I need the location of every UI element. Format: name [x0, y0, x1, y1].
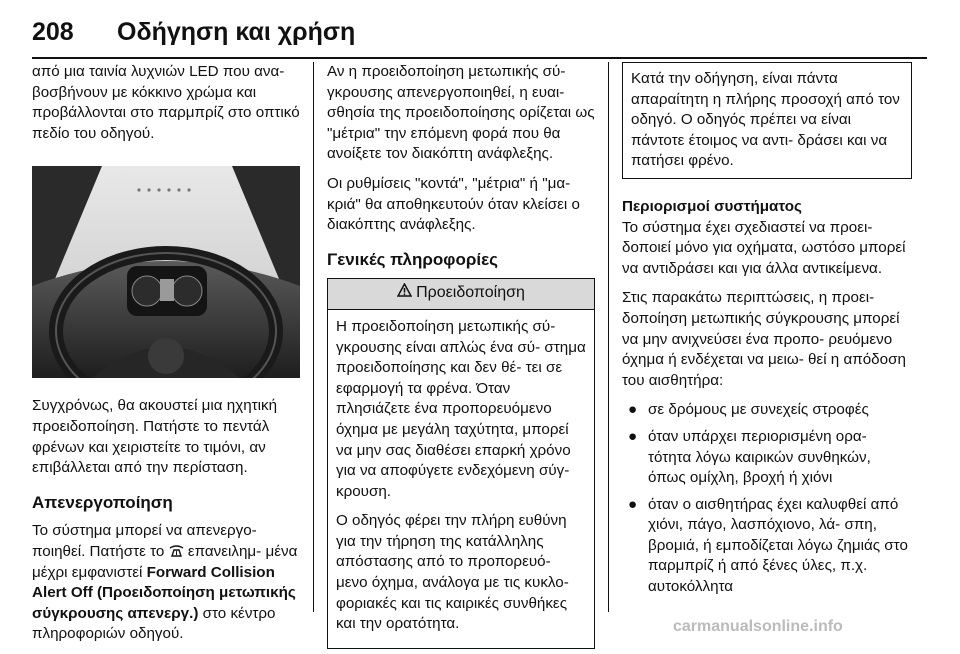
warning-paragraph-2: Ο οδηγός φέρει την πλήρη ευθύνη για την τήρηση της κατάλληλης απόστασης από το προπορευό- μενο όχημα, ανάλογα με τις κυκλο- φοριακές και τις καιρικές συνθήκες και την ορατότητα.	[336, 512, 569, 633]
warning-title: Προειδοποίηση	[416, 284, 525, 302]
deact-text-2: επανειλημ- μένα μέχρι εμφανιστεί	[32, 542, 298, 581]
limitations-paragraph-2: Στις παρακάτω περιπτώσεις, η προει- δοποίηση μετωπικής σύγκρουσης μπορεί να μην ανιχνεύσει ένα προπο- ρευόμενο όχημα ή ενδέχεται να μειω- θεί η απόδοση του αισθητήρα:	[622, 289, 906, 389]
column-divider-2	[608, 62, 609, 612]
column-divider-1	[313, 62, 314, 612]
column-right	[622, 62, 912, 604]
deact-message-bold: Forward Collision Alert Off (Προειδοποίηση μετωπικής σύγκρουσης απενεργ.)	[32, 563, 296, 622]
intro-paragraph: από μια ταινία λυχνιών LED που ανα- βοσβήνουν με κόκκινο χρώμα και προβάλλονται στο παρμπρίζ στο οπτικό πεδίο του οδηγού.	[32, 63, 300, 142]
sensitivity-paragraph: Αν η προειδοποίηση μετωπικής σύ- γκρουσης απενεργοποιηθεί, η ευαι- σθησία της προειδοποίησης ορίζεται ως "μέτρια" την επόμενη φορά που θα ανοίξετε τον διακόπτη ανάφλεξης.	[327, 63, 595, 163]
warning-header	[328, 279, 594, 310]
limitations-list	[622, 400, 912, 597]
list-item: ● σε δρόμους με συνεχείς στροφές	[628, 401, 869, 419]
heading-limitations: Περιορισμοί συστήματος	[622, 197, 802, 215]
section-title: Οδήγηση και χρήση	[117, 18, 356, 46]
car-interior-illustration	[32, 166, 300, 378]
column-left	[32, 62, 300, 654]
page-number: 208	[32, 18, 74, 46]
dashboard-photo	[32, 166, 300, 378]
after-image-paragraph: Συγχρόνως, θα ακουστεί μια ηχητική προειδοποίηση. Πατήστε το πεντάλ φρένων και χειριστείτε το τιμόνι, αν επιβάλλεται από την περίσταση.	[32, 397, 278, 477]
list-item: ● όταν ο αισθητήρας έχει καλυφθεί από χιόνι, πάγο, λασπόχιονο, λά- σπη, βρομιά, ή εμποδίζεται λόγω ζημιάς στο παρμπρίζ ή από ξένες ύλες, π.χ. αυτοκόλλητα	[628, 495, 908, 596]
car-distance-icon	[169, 544, 184, 558]
page-header	[32, 18, 927, 58]
heading-general: Γενικές πληροφορίες	[327, 249, 498, 269]
note-box: Κατά την οδήγηση, είναι πάντα απαραίτητη η πλήρης προσοχή από τον οδηγό. Ο οδηγός πρέπει να είναι πάντοτε έτοιμος να αντι- δράσει και να πατήσει φρένο.	[622, 62, 912, 179]
heading-deactivation: Απενεργοποίηση	[32, 492, 173, 512]
list-item: ● όταν υπάρχει περιορισμένη ορα- τότητα λόγω καιρικών συνθηκών, όπως ομίχλη, βροχή ή χιόνι	[628, 427, 871, 487]
deact-text-3: στο κέντρο πληροφοριών οδηγού.	[32, 604, 276, 643]
settings-paragraph: Οι ρυθμίσεις "κοντά", "μέτρια" ή "μα- κριά" θα αποθηκευτούν όταν κλείσει ο διακόπτης ανάφλεξης.	[327, 174, 580, 234]
deactivation-paragraph	[32, 521, 300, 645]
warning-box	[327, 278, 595, 649]
watermark: carmanualsonline.info	[673, 618, 843, 635]
limitations-paragraph-1: Το σύστημα έχει σχεδιαστεί να προει- δοποιεί μόνο για οχήματα, ωστόσο μπορεί να αντιδράσει και για άλλα αντικείμενα.	[622, 218, 906, 277]
deact-text-1: Το σύστημα μπορεί να απενεργο- ποιηθεί. Πατήστε το	[32, 522, 257, 560]
warning-paragraph-1: Η προειδοποίηση μετωπικής σύ- γκρουσης είναι απλώς ένα σύ- στημα προειδοποίησης και δεν θέ- τει σε εφαρμογή τα φρένα. Όταν πλησιάζετε ένα προπορευόμενο όχημα με μεγάλη ταχύτητα, μπορεί να μην σας διαθέσει επαρκή χρόνο για να αποφύγετε ενδεχόμενη σύγ- κρουση.	[336, 317, 586, 500]
warning-body	[328, 310, 594, 648]
warning-triangle-icon	[397, 283, 412, 297]
header-rule	[32, 57, 927, 59]
column-middle	[327, 62, 595, 649]
